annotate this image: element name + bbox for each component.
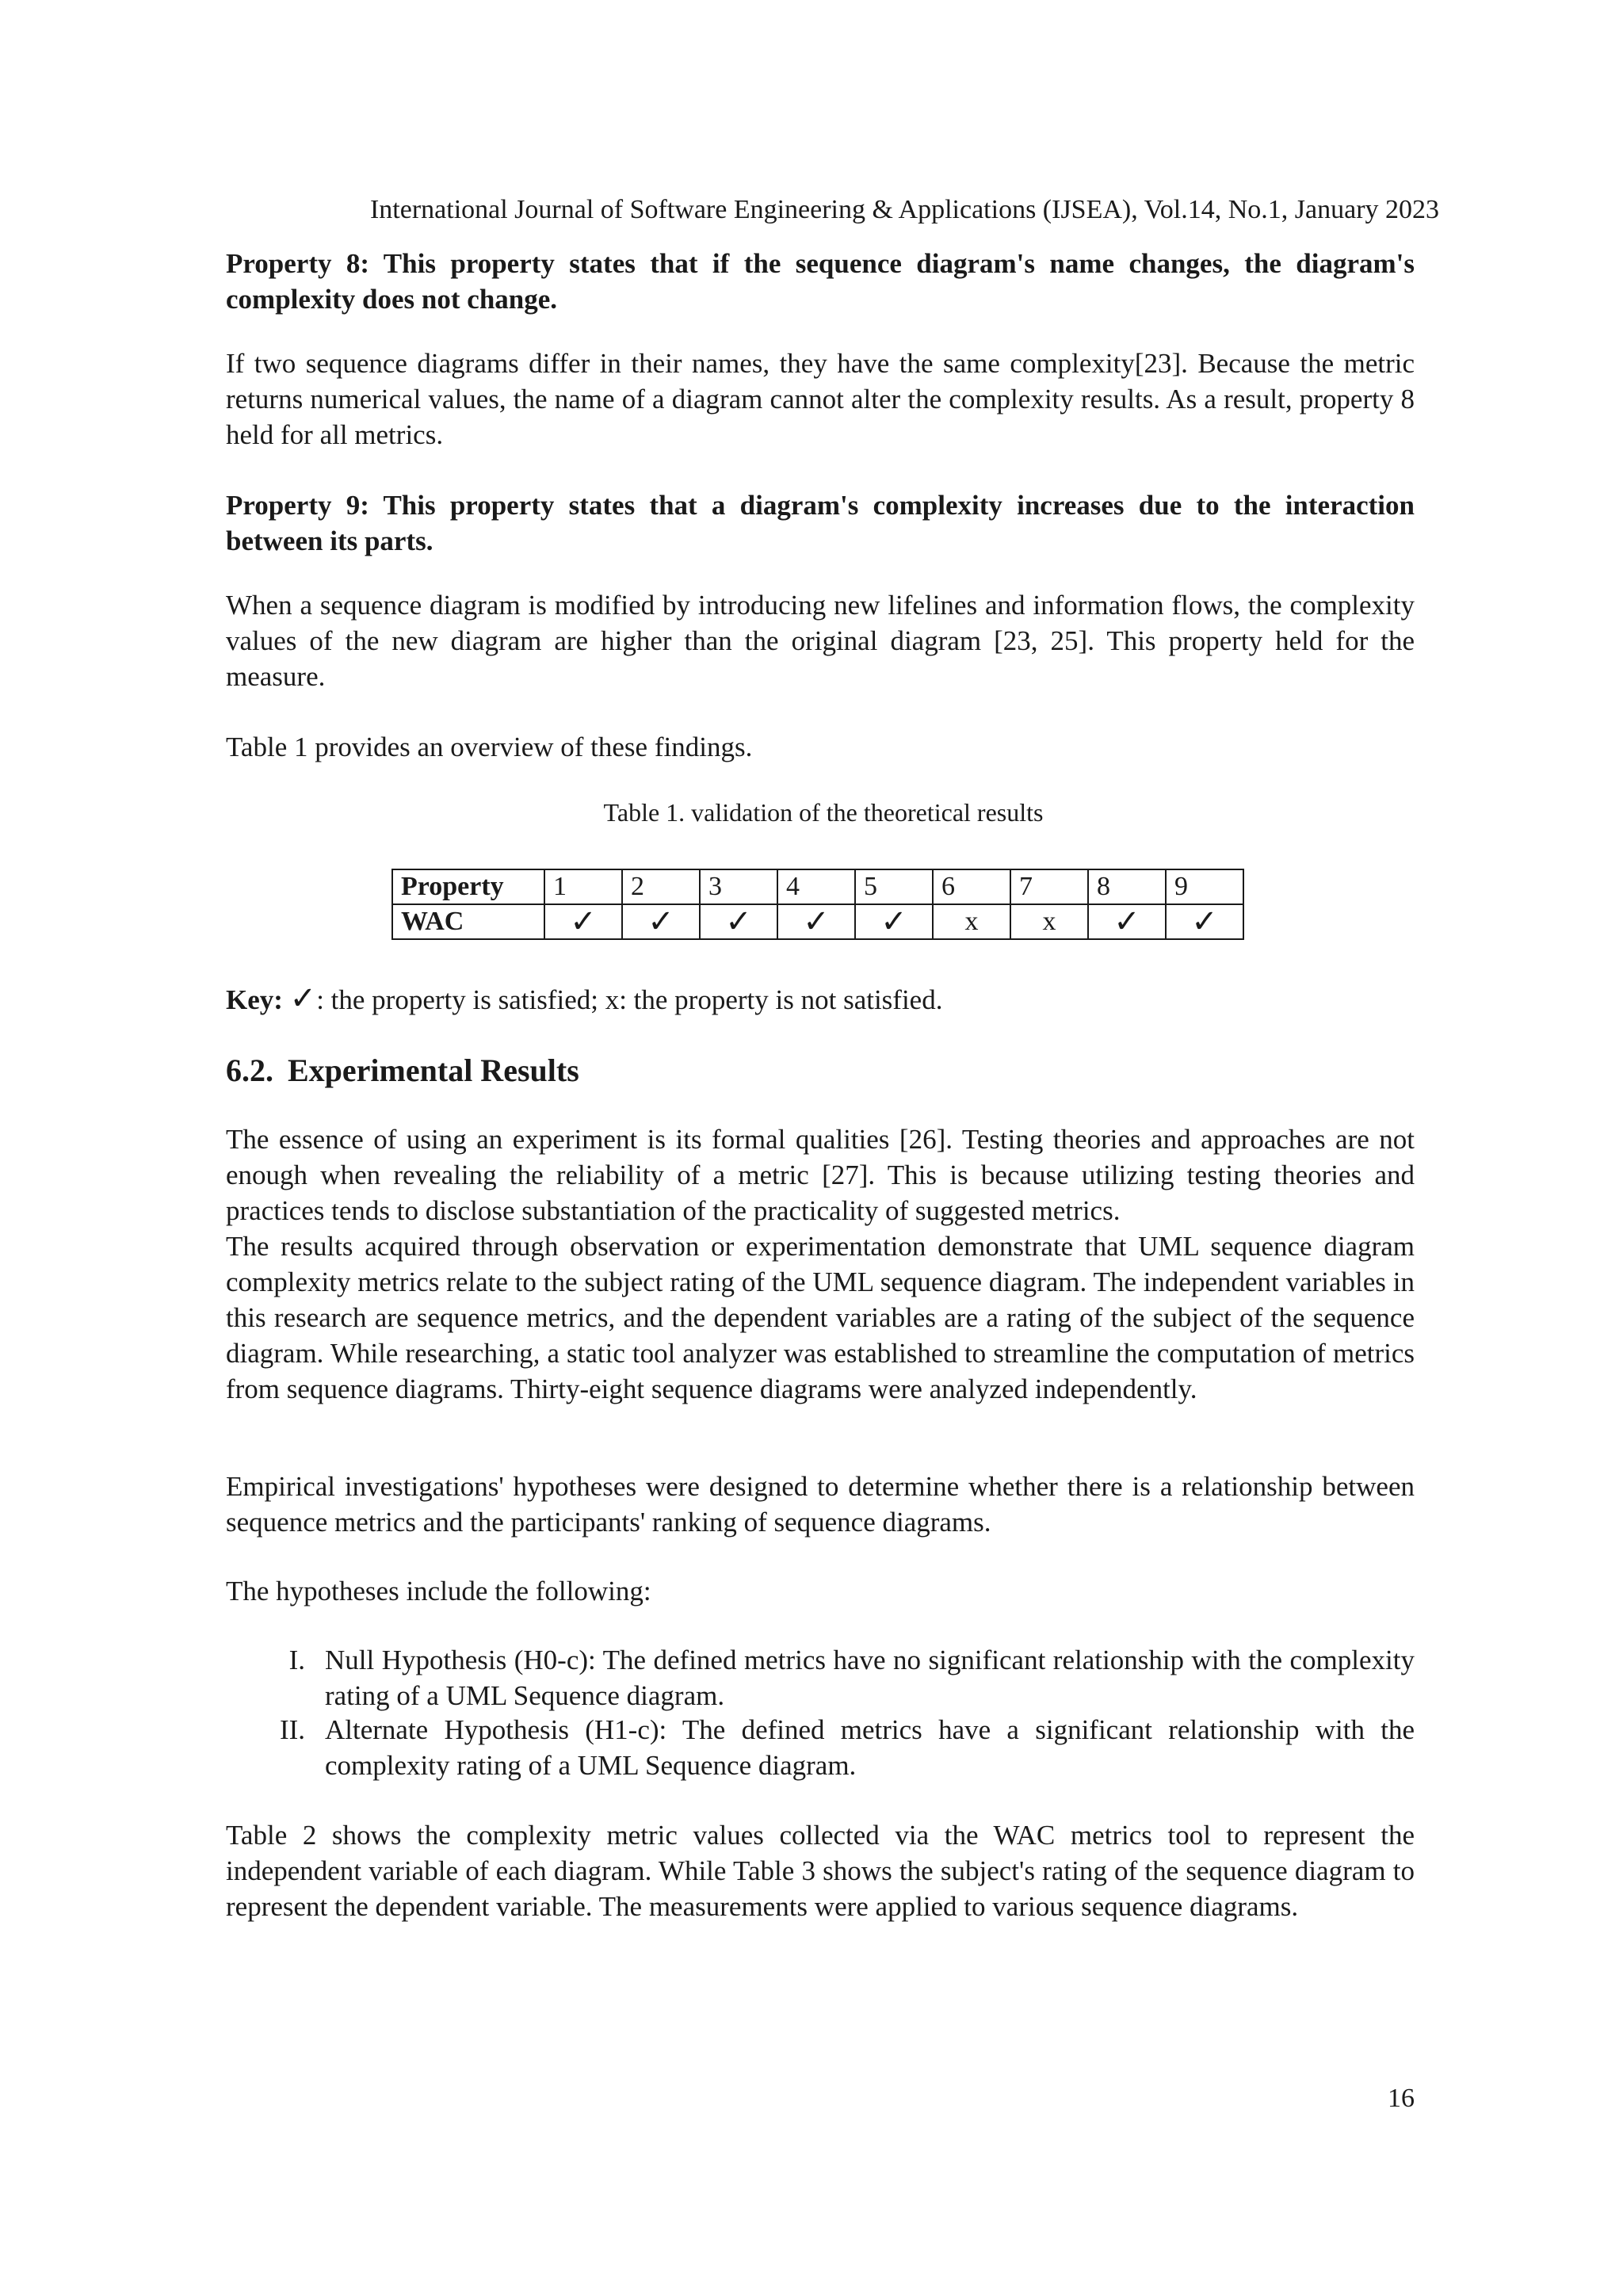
property8-heading: Property 8: This property states that if the sequence diagram's name changes, the diagram's complexity does not change.	[226, 248, 1415, 315]
hypothesis-text: Null Hypothesis (H0-c): The defined metrics have no significant relationship with the complexity rating of a UML Sequence diagram.	[325, 1645, 1415, 1711]
paragraph-5: Table 2 shows the complexity metric values collected via the WAC metrics tool to represent the independent variable of each diagram. While Table 3 shows the subject's rating of the sequence diagram to represent the dependent variable. The measurements were applied to various sequence diagrams.	[226, 1820, 1415, 1922]
table-key	[226, 981, 942, 1018]
table-intro: Table 1 provides an overview of these findings.	[226, 732, 753, 762]
page-number: 16	[1388, 2084, 1415, 2113]
wac-cell: ✓	[1166, 904, 1243, 939]
property9-heading: Property 9: This property states that a diagram's complexity increases due to the interaction between its parts.	[226, 490, 1415, 556]
property-cell: 2	[622, 869, 700, 904]
property-cell: 6	[933, 869, 1010, 904]
property8-body: If two sequence diagrams differ in their names, they have the same complexity[23]. Because the metric returns numerical values, the name of a diagram cannot alter the complexity results. As a result, property 8 held for all metrics.	[226, 348, 1415, 450]
property-cell: 7	[1010, 869, 1088, 904]
table1	[391, 869, 1244, 940]
journal-header	[0, 194, 1623, 226]
journal-title: International Journal of Software Engineering & Applications (IJSEA), Vol.14, No.1, January 2023	[369, 195, 1440, 224]
wac-cell: x	[933, 904, 1010, 939]
table-row-wac	[392, 904, 1243, 939]
property-cell: 8	[1088, 869, 1166, 904]
property-cell: 5	[855, 869, 933, 904]
paragraph-4: The hypotheses include the following:	[226, 1576, 651, 1606]
table-row-property	[392, 869, 1243, 904]
section-title: Experimental Results	[288, 1052, 579, 1088]
wac-cell: ✓	[777, 904, 855, 939]
section-heading	[226, 1052, 579, 1090]
property-cell: 3	[700, 869, 777, 904]
paragraph-3: Empirical investigations' hypotheses were designed to determine whether there is a relationship between sequence metrics and the participants' ranking of sequence diagrams.	[226, 1471, 1415, 1538]
wac-cell: ✓	[1088, 904, 1166, 939]
section-number: 6.2.	[226, 1052, 273, 1088]
wac-cell: ✓	[700, 904, 777, 939]
row-header-wac: WAC	[392, 904, 544, 939]
property-cell: 9	[1166, 869, 1243, 904]
table1-caption-text: Table 1. validation of the theoretical results	[603, 798, 1044, 827]
wac-cell: ✓	[622, 904, 700, 939]
property-cell: 1	[544, 869, 622, 904]
key-label: Key:	[226, 984, 283, 1015]
hypothesis-text: Alternate Hypothesis (H1-c): The defined metrics have a significant relationship with the complexity rating of a UML Sequence diagram.	[325, 1714, 1415, 1781]
wac-cell: ✓	[855, 904, 933, 939]
row-header-property: Property	[392, 869, 544, 904]
hypothesis-numeral: I.	[288, 1645, 305, 1675]
property9-body: When a sequence diagram is modified by introducing new lifelines and information flows, the complexity values of the new diagram are higher than the original diagram [23, 25]. This property held for the measure.	[226, 590, 1415, 692]
table1-caption	[0, 797, 1623, 828]
hypothesis-numeral: II.	[279, 1714, 305, 1745]
paragraph-2: The results acquired through observation or experimentation demonstrate that UML sequence diagram complexity metrics relate to the subject rating of the UML sequence diagram. The independent variables in this research are sequence metrics, and the dependent variables are a rating of the subject of the sequence diagram. While researching, a static tool analyzer was established to streamline the computation of metrics from sequence diagrams. Thirty-eight sequence diagrams were analyzed independently.	[226, 1231, 1415, 1404]
wac-cell: ✓	[544, 904, 622, 939]
key-text: : the property is satisfied; x: the property is not satisfied.	[316, 984, 943, 1015]
property-cell: 4	[777, 869, 855, 904]
check-icon: ✓	[289, 980, 317, 1017]
wac-cell: x	[1010, 904, 1088, 939]
paragraph-1: The essence of using an experiment is its formal qualities [26]. Testing theories and approaches are not enough when revealing the reliability of a metric [27]. This is because utilizing testing theories and practices tends to disclose substantiation of the practicality of suggested metrics.	[226, 1124, 1415, 1226]
